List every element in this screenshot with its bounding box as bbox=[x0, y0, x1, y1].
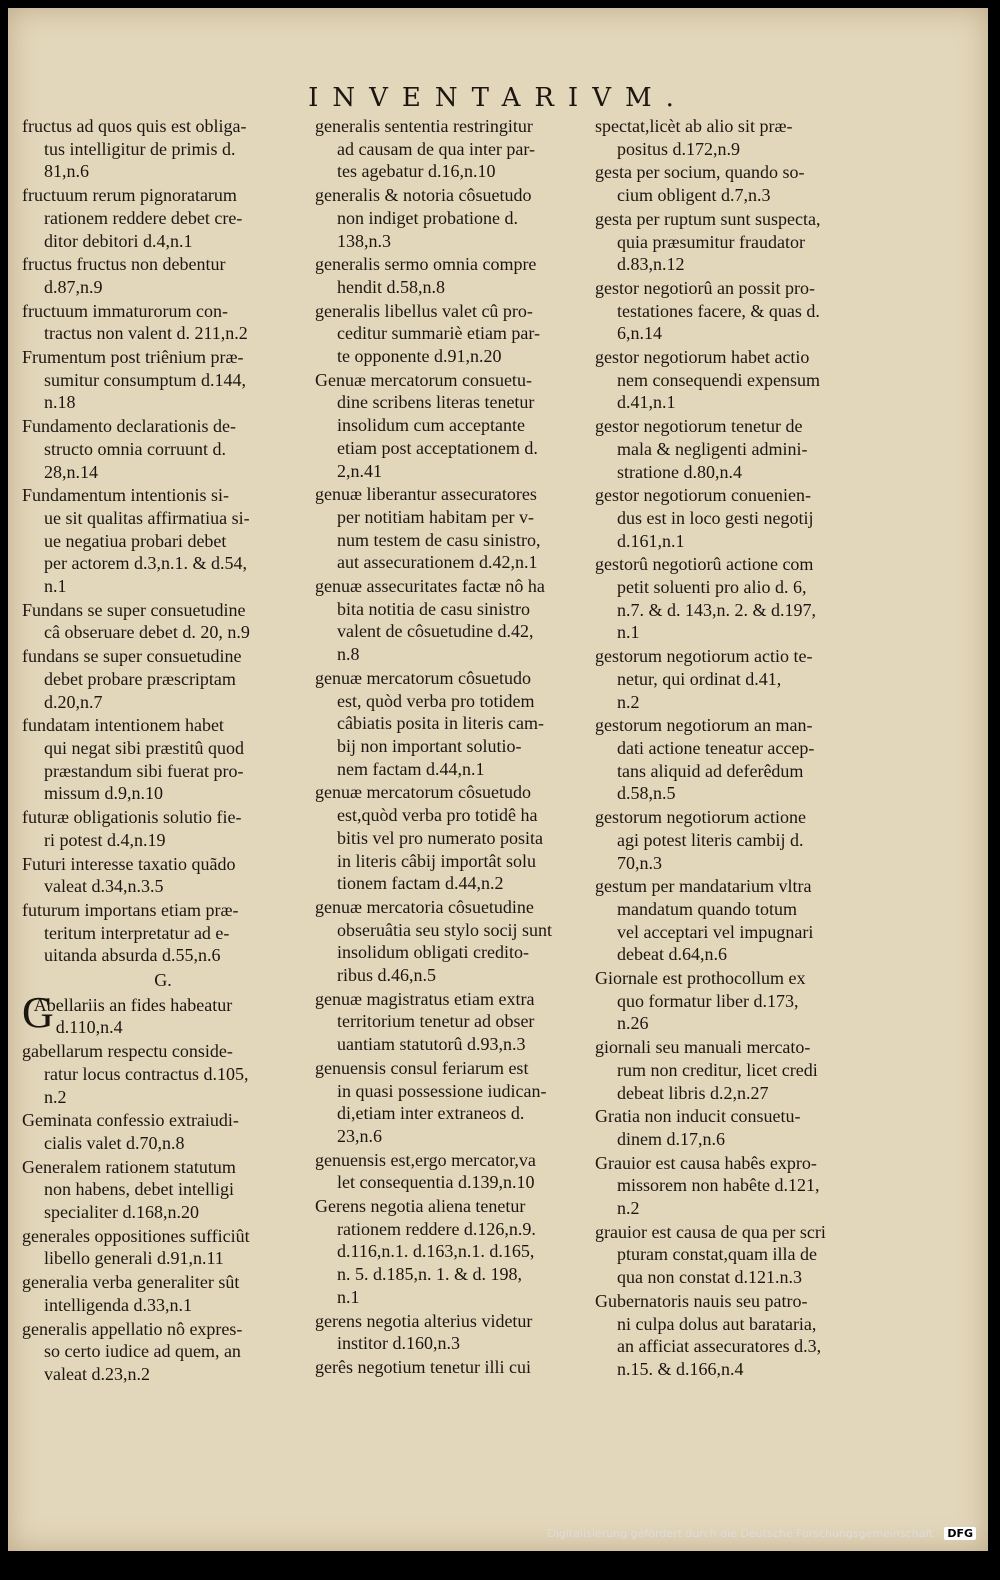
index-entry bbox=[22, 115, 304, 183]
index-entry bbox=[22, 806, 304, 851]
index-entry-text: gestorum negotiorum actio te- netur, qui ordinat d.41, n.2 bbox=[595, 646, 813, 712]
index-entry bbox=[315, 896, 597, 987]
index-entry-text: gestor negotiorum tenetur de mala & negligenti admini- stratione d.80,n.4 bbox=[595, 416, 808, 482]
index-entry bbox=[595, 1221, 877, 1289]
index-entry bbox=[595, 875, 877, 966]
index-entry-text: grauior est causa de qua per scri pturam constat,quam illa de qua non constat d.121.n.3 bbox=[595, 1221, 826, 1288]
index-entry bbox=[22, 1271, 304, 1316]
dfg-logo: DFG bbox=[944, 1527, 976, 1540]
index-entry-text: generalis appellatio nô expres- so certo iudice ad quem, an valeat d.23,n.2 bbox=[22, 1318, 243, 1384]
index-entry-text: generalis sententia restringitur ad causam de qua inter par- tes agebatur d.16,n.10 bbox=[315, 116, 536, 182]
index-entry-text: Generalem rationem statutum non habens, debet intelligi specialiter d.168,n.20 bbox=[22, 1156, 236, 1223]
index-entry-text: futuræ obligationis solutio fie- ri potest d.4,n.19 bbox=[22, 807, 242, 850]
col1-entries-a bbox=[22, 115, 304, 967]
index-entry-text: genuensis est,ergo mercator,va let consequentia d.139,n.10 bbox=[315, 1149, 536, 1193]
index-entry bbox=[22, 1040, 304, 1108]
index-entry-text: genuæ magistratus etiam extra territorium tenetur ad obser uantiam statutorû d.93,n.3 bbox=[315, 988, 535, 1055]
index-entry bbox=[22, 599, 304, 644]
index-entry-text: genuensis consul feriarum est in quasi possessione iudican- di,etiam inter extraneos d. 23,n.6 bbox=[315, 1057, 547, 1146]
index-entry bbox=[22, 645, 304, 713]
index-entry-text: Gerens negotia aliena tenetur rationem reddere d.126,n.9. d.116,n.1. d.163,n.1. d.165, n. 5. d.185,n. 1. & d. 198, n.1 bbox=[315, 1196, 536, 1307]
index-entry-text: Fundamentum intentionis si- ue sit qualitas affirmatiua si- ue negatiua probari debet per actorem d.3,n.1. & d.54, n.1 bbox=[22, 485, 250, 597]
index-entry bbox=[22, 1225, 304, 1270]
index-entry bbox=[315, 575, 597, 666]
index-entry bbox=[595, 1036, 877, 1104]
index-entry bbox=[315, 1310, 597, 1355]
index-entry bbox=[315, 483, 597, 574]
index-entry-text: generalis & notoria côsuetudo non indiget probatione d. 138,n.3 bbox=[315, 185, 532, 251]
index-entry-text: genuæ mercatorum côsuetudo est, quòd verba pro totidem câbiatis posita in literis cam- bij non important solutio- nem factam d.44,n.1 bbox=[315, 667, 544, 779]
index-entry bbox=[22, 1318, 304, 1386]
index-entry bbox=[595, 115, 877, 160]
index-entry bbox=[595, 1290, 877, 1381]
index-entry-text: gestor negotiorum conuenien- dus est in loco gesti negotij d.161,n.1 bbox=[595, 485, 814, 551]
index-entry-text: gestor negotiorum habet actio nem consequendi expensum d.41,n.1 bbox=[595, 347, 820, 413]
index-entry-text: genuæ mercatorum côsuetudo est,quòd verba pro totidê ha bitis vel pro numerato posita in literis câbij importât solu tionem factam d.44,n.2 bbox=[315, 782, 543, 894]
page-header: INVENTARIVM. bbox=[308, 83, 688, 113]
index-entry-text: gestor negotiorû an possit pro- testationes facere, & quas d. 6,n.14 bbox=[595, 277, 820, 344]
book-page bbox=[8, 8, 988, 1551]
index-entry bbox=[22, 1156, 304, 1224]
col1-entries-b bbox=[22, 987, 304, 1386]
index-entry bbox=[595, 1105, 877, 1150]
index-entry-text: gestorum negotiorum an man- dati actione teneatur accep- tans aliquid ad deferêdum d.58,n.5 bbox=[595, 715, 815, 804]
index-entry-text: Geminata confessio extraiudi- cialis valet d.70,n.8 bbox=[22, 1110, 239, 1153]
index-entry-text: gesta per socium, quando so- cium obligent d.7,n.3 bbox=[595, 162, 805, 206]
index-entry-text: spectat,licèt ab alio sit præ- positus d.172,n.9 bbox=[595, 116, 793, 159]
index-entry bbox=[22, 300, 304, 345]
index-entry bbox=[315, 667, 597, 781]
index-entry bbox=[315, 1356, 597, 1379]
index-column-3 bbox=[595, 115, 877, 1382]
index-entry bbox=[595, 714, 877, 805]
index-entry bbox=[595, 1152, 877, 1220]
index-entry bbox=[595, 161, 877, 206]
index-entry-text: giornali seu manuali mercato- rum non creditur, licet credi debeat libris d.2,n.27 bbox=[595, 1037, 818, 1103]
index-entry bbox=[22, 346, 304, 414]
index-entry bbox=[22, 714, 304, 805]
index-entry-text: gerês negotium tenetur illi cui bbox=[315, 1356, 531, 1377]
index-entry bbox=[22, 184, 304, 252]
index-entry bbox=[595, 967, 877, 1035]
index-entry-text: gabellarum respectu conside- ratur locus contractus d.105, n.2 bbox=[22, 1041, 249, 1107]
index-entry bbox=[595, 484, 877, 552]
index-entry bbox=[22, 253, 304, 298]
index-entry-text: gestorû negotiorû actione com petit soluenti pro alio d. 6, n.7. & d. 143,n. 2. & d.197, n.1 bbox=[595, 554, 817, 643]
index-entry bbox=[22, 853, 304, 898]
index-entry-text: gerens negotia alterius videtur institor d.160,n.3 bbox=[315, 1310, 533, 1354]
index-entry-text: generalis libellus valet cû pro- ceditur summariè etiam par- te opponente d.91,n.20 bbox=[315, 300, 541, 367]
index-entry bbox=[595, 415, 877, 483]
index-entry bbox=[595, 553, 877, 644]
index-entry-text: Gubernatoris nauis seu patro- ni culpa dolus aut barataria, an afficiat assecuratores d.3, n.15. & d.166,n.4 bbox=[595, 1290, 822, 1379]
index-entry bbox=[315, 369, 597, 483]
index-entry bbox=[22, 415, 304, 483]
index-column-1 bbox=[22, 115, 304, 1387]
index-entry bbox=[595, 645, 877, 713]
drop-cap: G bbox=[22, 987, 54, 1037]
digitization-credit bbox=[8, 1527, 988, 1547]
index-entry-text: fundatam intentionem habet qui negat sibi præstitû quod præstandum sibi fuerat pro- missum d.9,n.10 bbox=[22, 715, 244, 804]
index-entry-text: generalis sermo omnia compre hendit d.58,n.8 bbox=[315, 254, 537, 297]
index-entry-text: generalia verba generaliter sût intelligenda d.33,n.1 bbox=[22, 1272, 240, 1315]
footer-text: Digitalisierung gefördert durch die Deutsche Forschungsgemeinschaft · bbox=[547, 1527, 941, 1540]
index-entry-text: Genuæ mercatorum consuetu- dine scribens literas tenetur insolidum cum acceptante etiam post acceptationem d. 2,n.41 bbox=[315, 369, 538, 481]
index-entry-text: Futuri interesse taxatio quãdo valeat d.34,n.3.5 bbox=[22, 853, 236, 897]
index-entry-text: Fundamento declarationis de- structo omnia corruunt d. 28,n.14 bbox=[22, 416, 236, 482]
index-entry-text: genuæ assecuritates factæ nô ha bita notitia de casu sinistro valent de côsuetudine d.42, n.8 bbox=[315, 576, 545, 665]
index-entry-text: fundans se super consuetudine debet probare præscriptam d.20,n.7 bbox=[22, 646, 242, 712]
index-entry-text: gestum per mandatarium vltra mandatum quando totum vel acceptari vel impugnari debeat d.64,n.6 bbox=[595, 876, 814, 965]
index-entry-text: Giornale est prothocollum ex quo formatur liber d.173, n.26 bbox=[595, 968, 806, 1034]
index-entry bbox=[315, 988, 597, 1056]
index-entry bbox=[315, 781, 597, 895]
index-entry-text: Gratia non inducit consuetu- dinem d.17,n.6 bbox=[595, 1106, 801, 1149]
index-entry-text: fructus ad quos quis est obliga- tus intelligitur de primis d. 81,n.6 bbox=[22, 116, 247, 182]
index-entry bbox=[315, 1057, 597, 1148]
index-entry bbox=[315, 184, 597, 252]
index-entry-text: genuæ mercatoria côsuetudine obseruâtia seu stylo socij sunt insolidum obligati credito- ribus d.46,n.5 bbox=[315, 896, 552, 986]
section-letter: G. bbox=[154, 970, 172, 991]
index-entry bbox=[595, 208, 877, 276]
index-entry-text: Abellariis an fides habeatur d.110,n.4 bbox=[33, 994, 233, 1038]
index-entry-text: Fundans se super consuetudine câ obseruare debet d. 20, n.9 bbox=[22, 599, 250, 643]
index-entry-text: Frumentum post triênium præ- sumitur consumptum d.144, n.18 bbox=[22, 347, 246, 413]
index-entry bbox=[595, 346, 877, 414]
index-entry bbox=[595, 277, 877, 345]
index-entry bbox=[22, 899, 304, 967]
index-entry-text: generales oppositiones sufficiût libello generali d.91,n.11 bbox=[22, 1225, 250, 1269]
index-entry bbox=[22, 1109, 304, 1154]
index-entry bbox=[315, 1149, 597, 1194]
index-entry-text: fructuum rerum pignoratarum rationem reddere debet cre- ditor debitori d.4,n.1 bbox=[22, 185, 243, 251]
index-entry-text: gesta per ruptum sunt suspecta, quia præsumitur fraudator d.83,n.12 bbox=[595, 208, 821, 275]
index-entry bbox=[22, 484, 304, 598]
index-entry-text: Grauior est causa habês expro- missorem non habête d.121, n.2 bbox=[595, 1152, 820, 1219]
index-entry-text: fructuum immaturorum con- tractus non valent d. 211,n.2 bbox=[22, 300, 248, 344]
index-entry bbox=[315, 115, 597, 183]
index-entry bbox=[22, 987, 304, 1039]
index-entry bbox=[315, 253, 597, 298]
index-entry-text: futurum importans etiam præ- teritum interpretatur ad e- uitanda absurda d.55,n.6 bbox=[22, 899, 239, 966]
index-entry-text: genuæ liberantur assecuratores per notitiam habitam per v- num testem de casu sinistro, aut assecurationem d.42,n.1 bbox=[315, 484, 541, 573]
index-entry bbox=[315, 1195, 597, 1309]
index-entry-text: fructus fructus non debentur d.87,n.9 bbox=[22, 254, 226, 297]
index-entry bbox=[595, 806, 877, 874]
index-entry bbox=[315, 300, 597, 368]
index-column-2 bbox=[315, 115, 597, 1380]
index-entry-text: gestorum negotiorum actione agi potest literis cambij d. 70,n.3 bbox=[595, 807, 806, 873]
